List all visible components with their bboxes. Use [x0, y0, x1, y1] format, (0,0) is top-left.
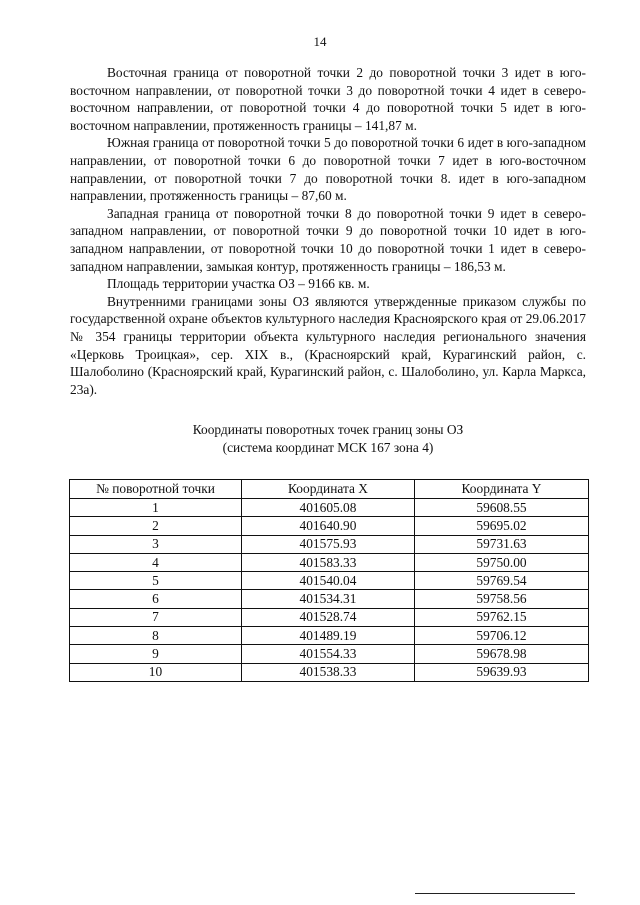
cell-coordinate-y: 59608.55 [415, 499, 589, 517]
cell-point-number: 4 [70, 553, 242, 571]
table-row [70, 608, 589, 626]
table-caption-subtitle: (система координат МСК 167 зона 4) [222, 440, 434, 455]
paragraph-inner-borders: Внутренними границами зоны ОЗ являются утвержденные приказом службы по государственной охране объектов культурного наследия Красноярского края от 29.06.2017 № 354 границы территории объекта культурного наследия регионального значения «Церковь Троицкая», сер. XIX в., (Красноярский край, Курагинский район, с. Шалоболино (Красноярский край, Курагинский район, с. Шалоболино, ул. Карла Маркса, 23а). [70, 293, 586, 397]
cell-point-number: 1 [70, 499, 242, 517]
table-header-row [70, 480, 589, 499]
cell-coordinate-x: 401489.19 [242, 627, 415, 645]
table-caption [70, 421, 586, 457]
coordinates-table [69, 479, 589, 682]
page-number: 14 [313, 34, 327, 49]
cell-point-number: 7 [70, 608, 242, 626]
table-row [70, 572, 589, 590]
cell-coordinate-y: 59706.12 [415, 627, 589, 645]
table-row [70, 517, 589, 535]
header-coordinate-y: Координата Y [415, 480, 589, 499]
cell-coordinate-y: 59758.56 [415, 590, 589, 608]
cell-point-number: 2 [70, 517, 242, 535]
cell-coordinate-y: 59678.98 [415, 645, 589, 663]
cell-point-number: 10 [70, 663, 242, 681]
table-row [70, 627, 589, 645]
footer-divider [415, 893, 575, 894]
table-row [70, 663, 589, 681]
table-row [70, 535, 589, 553]
cell-point-number: 8 [70, 627, 242, 645]
cell-coordinate-y: 59695.02 [415, 517, 589, 535]
cell-point-number: 6 [70, 590, 242, 608]
cell-coordinate-y: 59639.93 [415, 663, 589, 681]
cell-coordinate-y: 59731.63 [415, 535, 589, 553]
cell-coordinate-x: 401534.31 [242, 590, 415, 608]
document-body [70, 64, 586, 398]
cell-coordinate-x: 401640.90 [242, 517, 415, 535]
cell-point-number: 9 [70, 645, 242, 663]
cell-coordinate-y: 59762.15 [415, 608, 589, 626]
table-row [70, 499, 589, 517]
cell-coordinate-x: 401575.93 [242, 535, 415, 553]
paragraph-west-border: Западная граница от поворотной точки 8 до поворотной точки 9 идет в северо-западном направлении, от поворотной точки 9 до поворотной точки 10 идет в юго-западном направлении, от поворотной точки 10 до поворотной точки 1 идет в северо-западном направлении, замыкая контур, протяженность границы – 186,53 м. [70, 205, 586, 274]
cell-point-number: 5 [70, 572, 242, 590]
paragraph-area: Площадь территории участка ОЗ – 9166 кв. м. [107, 276, 370, 292]
table-row [70, 645, 589, 663]
cell-coordinate-x: 401538.33 [242, 663, 415, 681]
table-row [70, 590, 589, 608]
cell-coordinate-x: 401540.04 [242, 572, 415, 590]
cell-coordinate-y: 59769.54 [415, 572, 589, 590]
cell-coordinate-x: 401605.08 [242, 499, 415, 517]
table-caption-title: Координаты поворотных точек границ зоны ОЗ [192, 422, 464, 437]
table-row [70, 553, 589, 571]
cell-coordinate-y: 59750.00 [415, 553, 589, 571]
paragraph-south-border: Южная граница от поворотной точки 5 до поворотной точки 6 идет в юго-западном направлении, от поворотной точки 6 до поворотной точки 7 идет в юго-восточном направлении, от поворотной точки 7 до поворотной точки 8. идет в юго-западном направлении, протяженность границы – 87,60 м. [70, 135, 586, 204]
cell-coordinate-x: 401583.33 [242, 553, 415, 571]
header-coordinate-x: Координата X [242, 480, 415, 499]
cell-coordinate-x: 401528.74 [242, 608, 415, 626]
paragraph-east-border: Восточная граница от поворотной точки 2 до поворотной точки 3 идет в юго-восточном направлении, от поворотной точки 3 до поворотной точки 4 идет в северо-восточном направлении, от поворотной точки 4 до поворотной точки 5 идет в юго-восточном направлении, протяженность границы – 141,87 м. [70, 65, 586, 133]
cell-point-number: 3 [70, 535, 242, 553]
header-point-number: № поворотной точки [70, 480, 242, 499]
cell-coordinate-x: 401554.33 [242, 645, 415, 663]
